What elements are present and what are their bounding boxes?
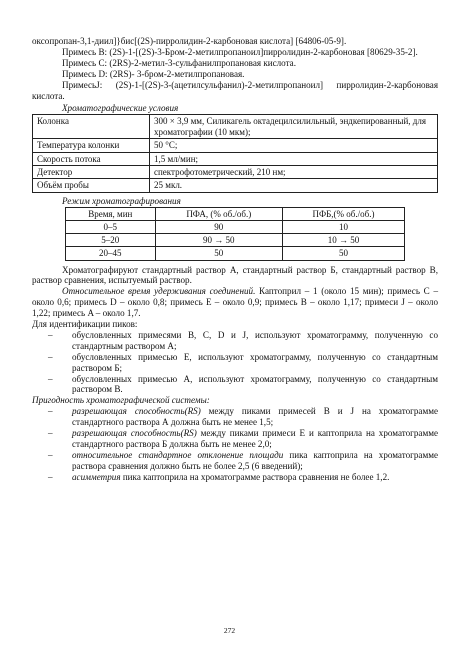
suitability-item bbox=[32, 450, 438, 472]
dash-bullet: – bbox=[48, 449, 53, 460]
suitability-criterion: разрешающая способность(RS) bbox=[72, 428, 197, 439]
conditions-row bbox=[33, 152, 438, 165]
dash-bullet: – bbox=[48, 329, 53, 340]
condition-key: Детектор bbox=[33, 165, 150, 178]
suitability-criterion: разрешающая способность(RS) bbox=[72, 406, 201, 417]
dash-bullet: – bbox=[48, 471, 53, 482]
condition-value: 50 °C; bbox=[150, 139, 438, 152]
condition-value: 300 × 3,9 мм, Силикагель октадецилсилильный, эндкепированный, для хроматографии (10 мкм); bbox=[150, 115, 438, 139]
gradient-cell: 10 bbox=[283, 220, 405, 233]
suitability-text: между пиками примеси E и каптоприла на хроматограмме стандартного раствора Б должна быть не менее 2,0; bbox=[72, 428, 439, 449]
gradient-header: ПФА, (% об./об.) bbox=[155, 207, 282, 220]
condition-key: Объём пробы bbox=[33, 179, 150, 192]
conditions-row bbox=[33, 115, 438, 139]
gradient-row bbox=[66, 247, 405, 260]
dash-bullet: – bbox=[48, 351, 53, 362]
condition-key: Скорость потока bbox=[33, 152, 150, 165]
relative-retention-label: Относительное время удерживания соединений. bbox=[62, 286, 256, 297]
document-page bbox=[32, 36, 438, 483]
dash-bullet: – bbox=[48, 428, 53, 439]
identification-text: обусловленных примесями B, C, D и J, используют хроматограмму, полученную со стандартным раствором А; bbox=[72, 329, 438, 351]
identification-item bbox=[32, 330, 438, 352]
gradient-cell: 90 bbox=[155, 220, 282, 233]
gradient-title: Режим хроматографирования bbox=[62, 195, 181, 206]
relative-retention-text: Каптоприл – 1 (около 15 мин); примесь C – около 0,6; примесь D – около 0,8; примесь E – около 0,9; примесь B – около 1,17; примеси J – около 1,22; примесь A – около 1,7. bbox=[32, 286, 438, 319]
suitability-criterion: относительное стандартное отклонение площади bbox=[72, 449, 284, 460]
gradient-table bbox=[65, 207, 405, 261]
chromatograph-paragraph: Хроматографируют стандартный раствор А, стандартный раствор Б, стандартный раствор В, раствор сравнения, испытуемый раствор. bbox=[32, 264, 438, 286]
impurity-d: Примесь D: (2RS)- 3-бром-2-метилпропановая. bbox=[62, 68, 245, 79]
identification-text: обусловленных примесью A, используют хроматограмму, полученную со стандартным раствором В. bbox=[72, 373, 438, 395]
gradient-cell: 10 → 50 bbox=[283, 234, 405, 247]
suitability-criterion: асимметрия bbox=[72, 471, 121, 482]
identification-text: обусловленных примесью E, используют хроматограмму, полученную со стандартным раствором Б; bbox=[72, 351, 438, 373]
suitability-item bbox=[32, 406, 438, 428]
page-number: 272 bbox=[223, 626, 236, 635]
relative-retention-paragraph bbox=[32, 286, 438, 319]
text-line: оксопропан-3,1-диил]}бис[(2S)-пирролидин-2-карбоновая кислота] [64806-05-9]. bbox=[32, 36, 347, 46]
identification-intro: Для идентификации пиков: bbox=[32, 319, 138, 330]
conditions-row bbox=[33, 165, 438, 178]
identification-list bbox=[32, 330, 438, 395]
identification-item bbox=[32, 374, 438, 396]
gradient-cell: 50 bbox=[283, 247, 405, 260]
suitability-item bbox=[32, 472, 438, 483]
condition-value: спектрофотометрический, 210 нм; bbox=[150, 165, 438, 178]
gradient-row bbox=[66, 234, 405, 247]
gradient-cell: 50 bbox=[155, 247, 282, 260]
impurity-j: ПримесьJ: (2S)-1-[(2S)-3-(ацетилсульфанил)-2-метилпропаноил] пирролидин-2-карбоновая кислота. bbox=[32, 79, 438, 101]
gradient-header: Время, мин bbox=[66, 207, 156, 220]
impurity-c: Примесь C: (2RS)-2-метил-3-сульфанилпропановая кислота. bbox=[62, 57, 296, 68]
gradient-cell: 5–20 bbox=[66, 234, 156, 247]
condition-value: 25 мкл. bbox=[150, 179, 438, 192]
conditions-row bbox=[33, 179, 438, 192]
gradient-cell: 90 → 50 bbox=[155, 234, 282, 247]
gradient-row bbox=[66, 220, 405, 233]
condition-key: Температура колонки bbox=[33, 139, 150, 152]
conditions-title: Хроматографические условия bbox=[62, 103, 179, 114]
condition-key: Колонка bbox=[33, 115, 150, 139]
suitability-text: между пиками примесей B и J на хроматограмме стандартного раствора А должна быть не менее 1,5; bbox=[72, 406, 438, 428]
dash-bullet: – bbox=[48, 406, 53, 417]
conditions-table bbox=[32, 114, 438, 192]
suitability-title: Пригодность хроматографической системы: bbox=[32, 395, 210, 406]
suitability-list bbox=[32, 406, 438, 482]
impurity-b: Примесь B: (2S)-1-[(2S)-3-Бром-2-метилпропаноил]пирролидин-2-карбоновая [80629-35-2]. bbox=[62, 46, 418, 57]
gradient-header: ПФБ,(% об./об.) bbox=[283, 207, 405, 220]
suitability-item bbox=[32, 428, 438, 450]
dash-bullet: – bbox=[48, 373, 53, 384]
suitability-text: пика каптоприла на хроматограмме раствора сравнения должно быть не более 2,5 (6 введений); bbox=[72, 449, 438, 471]
conditions-row bbox=[33, 139, 438, 152]
condition-value: 1,5 мл/мин; bbox=[150, 152, 438, 165]
suitability-text: пика каптоприла на хроматограмме раствора сравнения не более 1,2. bbox=[120, 471, 390, 482]
gradient-cell: 0–5 bbox=[66, 220, 156, 233]
gradient-cell: 20–45 bbox=[66, 247, 156, 260]
identification-item bbox=[32, 352, 438, 374]
